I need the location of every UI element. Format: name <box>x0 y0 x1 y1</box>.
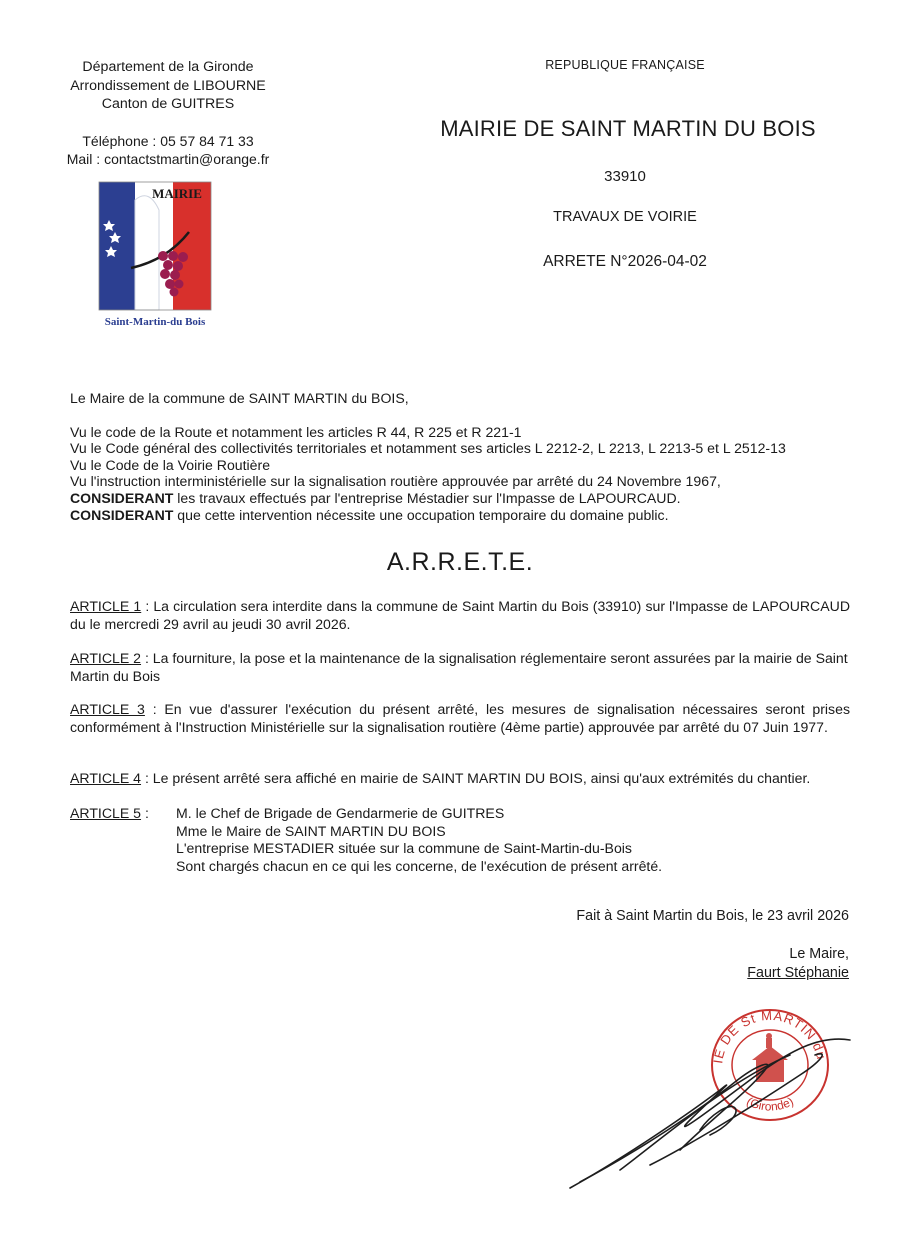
canton: Canton de GUITRES <box>101 96 235 112</box>
article-5-line: M. le Chef de Brigade de Gendarmerie de GUITRES <box>176 805 505 821</box>
article-2: ARTICLE 2 : La fourniture, la pose et la maintenance de la signalisation réglementaire seront assurées par la mairie de Saint Martin du Bois <box>70 650 848 684</box>
republique-francaise: REPUBLIQUE FRANÇAISE <box>545 58 705 72</box>
stamp-bottom-text: (Gironde) <box>744 1094 796 1114</box>
mairie-logo <box>97 180 213 330</box>
preamble-line: Vu le Code de la Voirie Routière <box>70 456 271 473</box>
article-5-line: L'entreprise MESTADIER située sur la commune de Saint-Martin-du-Bois <box>176 840 632 857</box>
departement: Département de la Gironde <box>82 59 254 75</box>
article-1: ARTICLE 1 : La circulation sera interdite dans la commune de Saint Martin du Bois (33910) sur l'Impasse de LAPOURCAUD du le mercredi 29 avril au jeudi 30 avril 2026. <box>70 598 850 632</box>
maire-role: Le Maire, <box>789 946 849 962</box>
telephone: Téléphone : 05 57 84 71 33 <box>82 132 254 149</box>
mairie-logo-image <box>97 180 213 330</box>
article-4: ARTICLE 4 : Le présent arrêté sera affiché en mairie de SAINT MARTIN DU BOIS, ainsi qu'aux extrémités du chantier. <box>70 770 811 786</box>
fait-a: Fait à Saint Martin du Bois, le 23 avril 2026 <box>576 908 849 924</box>
objet: TRAVAUX DE VOIRIE <box>553 209 697 225</box>
preamble-intro: Le Maire de la commune de SAINT MARTIN du BOIS, <box>70 390 409 406</box>
maire-name: Faurt Stéphanie <box>747 965 849 981</box>
preamble-line: Vu le code de la Route et notamment les articles R 44, R 225 et R 221-1 <box>70 423 522 440</box>
arrete-numero: ARRETE N°2026-04-02 <box>543 253 707 270</box>
preamble-line: Vu le Code général des collectivités territoriales et notamment ses articles L 2212-2, L 2213, L 2213-5 et L 2512-13 <box>70 440 786 457</box>
logo-bottom-text: Saint-Martin-du Bois <box>104 316 206 328</box>
handwritten-signature <box>560 1010 860 1200</box>
article-3: ARTICLE 3 : En vue d'assurer l'exécution du présent arrêté, les mesures de signalisation nécessaires seront prises conformément à l'Instruction Ministérielle sur la signalisation routière (4ème partie) approuvée par arrêté du 07 Juin 1977. <box>70 701 850 735</box>
arrondissement: Arrondissement de LIBOURNE <box>70 77 266 94</box>
preamble-line: Vu l'instruction interministérielle sur la signalisation routière approuvée par arrêté du 24 Novembre 1967, <box>70 473 721 490</box>
code-postal: 33910 <box>604 168 646 185</box>
stamp-top-text: IE DE St MARTIN du <box>710 1007 830 1065</box>
maire-signature-block <box>747 945 849 983</box>
header-left <box>40 58 296 169</box>
preamble-line: CONSIDERANT les travaux effectués par l'entreprise Méstadier sur l'Impasse de LAPOURCAUD. <box>70 489 681 506</box>
mail: Mail : contactstmartin@orange.fr <box>66 151 270 167</box>
preamble-line: CONSIDERANT que cette intervention nécessite une occupation temporaire du domaine public. <box>70 506 669 523</box>
logo-top-text: MAIRIE <box>152 186 202 201</box>
article-5-line: Mme le Maire de SAINT MARTIN DU BOIS <box>176 822 446 839</box>
preamble <box>70 390 850 523</box>
arrete-title: A.R.R.E.T.E. <box>386 548 534 576</box>
mairie-title: MAIRIE DE SAINT MARTIN DU BOIS <box>440 116 816 141</box>
article-5: ARTICLE 5 : M. le Chef de Brigade de Gendarmerie de GUITRES Mme le Maire de SAINT MARTIN DU BOIS L'entreprise MESTADIER située sur la commune de Saint-Martin-du-Bois Sont chargés chacun en ce qui les concerne, de l'exécution de présent arrêté. <box>70 805 850 823</box>
article-5-line: Sont chargés chacun en ce qui les concerne, de l'exécution de présent arrêté. <box>176 857 663 874</box>
signature-image <box>560 1010 860 1200</box>
